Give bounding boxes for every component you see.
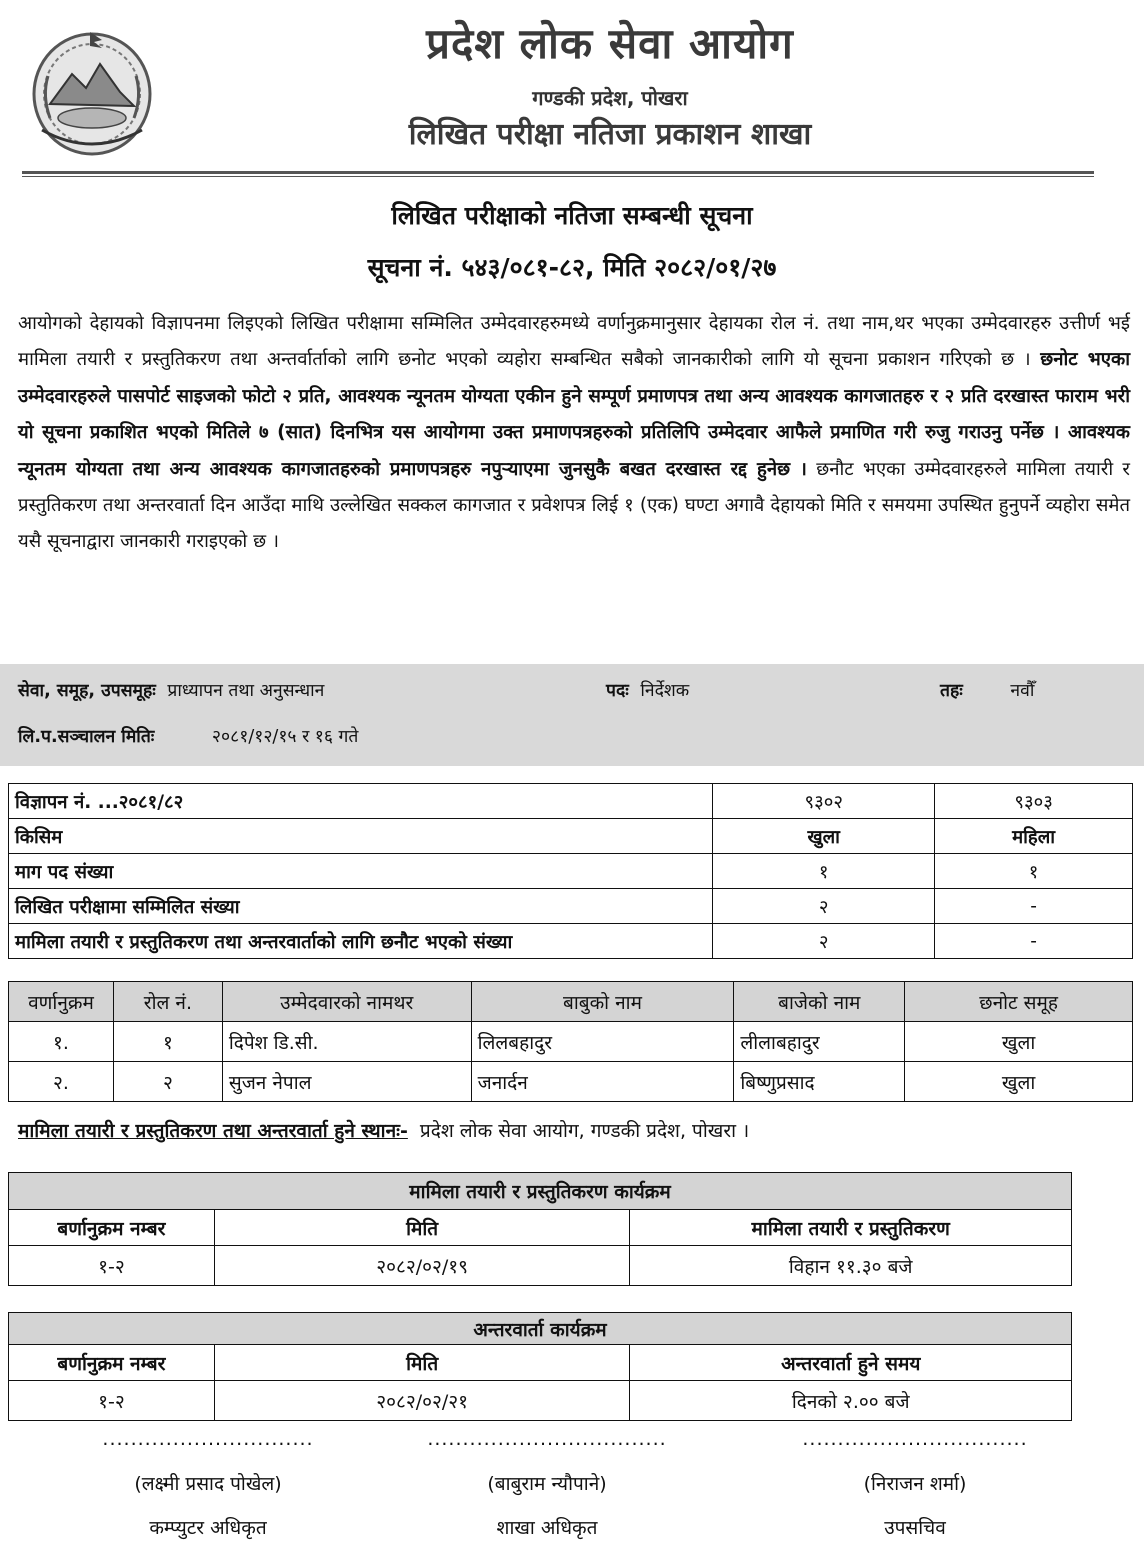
post-label: पदः [606, 681, 629, 701]
table-row [9, 889, 1133, 924]
cell-date: २०८२/०२/२१ [214, 1381, 630, 1421]
column-header: वर्णानुक्रम [9, 982, 114, 1022]
table-caption-row [9, 1173, 1072, 1210]
ad-row-label: किसिम [9, 819, 713, 854]
signatory-name: (लक्ष्मी प्रसाद पोखेल) [134, 1473, 282, 1495]
ad-row-value: २ [713, 924, 935, 959]
schedule-title: मामिला तयारी र प्रस्तुतिकरण कार्यक्रम [9, 1173, 1072, 1210]
level-label: तहः [940, 681, 963, 701]
ad-row-label: मामिला तयारी र प्रस्तुतिकरण तथा अन्तरवार्ताको लागि छनौट भएको संख्या [9, 924, 713, 959]
ad-row-label: विज्ञापन नं. ...२०८१/८२ [9, 784, 713, 819]
exam-date-value: २०८१/१२/१५ र १६ गते [211, 727, 359, 747]
interview-schedule-table [8, 1312, 1072, 1421]
table-row [9, 784, 1133, 819]
column-header: बर्णानुक्रम नम्बर [9, 1345, 215, 1381]
ad-row-value: २ [713, 889, 935, 924]
header-rule-thin [22, 176, 1094, 177]
ad-row-value: १ [935, 854, 1133, 889]
ad-row-value: ९३०२ [713, 784, 935, 819]
header-rule-thick [22, 171, 1094, 174]
notice-paragraph [18, 306, 1130, 561]
paragraph-part3: छनौट भएका उम्मेदवारहरुले मामिला तयारी र प्रस्तुतिकरण तथा अन्तरवार्ता दिन आउँदा माथि उल्लेखित सक्कल कागजात र प्रवेशपत्र लिई १ (एक) घण्टा अगावै देहायको मिति र समयमा उपस्थित हुनुपर्ने व्यहोरा समेत यसै सूचनाद्वारा जानकारी गराइएको छ । [18, 458, 1131, 553]
venue-value: प्रदेश लोक सेवा आयोग, गण्डकी प्रदेश, पोखरा । [419, 1120, 750, 1142]
candidate-table [8, 981, 1133, 1102]
table-row [9, 819, 1133, 854]
ad-row-value: खुला [713, 819, 935, 854]
column-header: बाबुको नाम [471, 982, 734, 1022]
post-value: निर्देशक [640, 681, 690, 701]
cell-serial-range: १-२ [9, 1246, 215, 1286]
table-row [9, 1062, 1133, 1102]
column-header: अन्तरवार्ता हुने समय [630, 1345, 1072, 1381]
venue-label: मामिला तयारी र प्रस्तुतिकरण तथा अन्तरवार्ता हुने स्थानः- [18, 1120, 408, 1142]
column-header: बर्णानुक्रम नम्बर [9, 1210, 215, 1246]
service-value: प्राध्यापन तथा अनुसन्धान [167, 681, 325, 701]
ad-row-label: माग पद संख्या [9, 854, 713, 889]
cell-date: २०८२/०२/१९ [214, 1246, 630, 1286]
signatory-name: (निराजन शर्मा) [863, 1473, 967, 1495]
table-header-row [9, 1345, 1072, 1381]
org-title: प्रदेश लोक सेवा आयोग [426, 19, 794, 68]
column-header: रोल नं. [113, 982, 222, 1022]
nepal-emblem-icon [28, 26, 156, 158]
table-header-row [9, 982, 1133, 1022]
cell-serial: १. [9, 1022, 114, 1062]
ad-row-value: - [935, 889, 1133, 924]
cell-grandfather: बिष्णुप्रसाद [734, 1062, 905, 1102]
signatory-designation: शाखा अधिकृत [496, 1517, 598, 1539]
branch-title: लिखित परीक्षा नतिजा प्रकाशन शाखा [408, 117, 812, 152]
table-row [9, 1022, 1133, 1062]
venue-line [18, 1117, 749, 1143]
signatory-designation: कम्प्युटर अधिकृत [149, 1517, 267, 1539]
table-header-row [9, 1210, 1072, 1246]
ad-row-value: १ [713, 854, 935, 889]
signature-line: ................................ [802, 1428, 1028, 1450]
column-header: बाजेको नाम [734, 982, 905, 1022]
cell-serial-range: १-२ [9, 1381, 215, 1421]
advertisement-table [8, 783, 1133, 959]
org-subtitle: गण्डकी प्रदेश, पोखरा [532, 86, 688, 110]
ad-row-value: - [935, 924, 1133, 959]
cell-group: खुला [905, 1062, 1133, 1102]
cell-roll: १ [113, 1022, 222, 1062]
notice-number: सूचना नं. ५४३/०८१-८२, मिति २०८२/०१/२७ [367, 253, 777, 282]
case-schedule-table [8, 1172, 1072, 1286]
signatory-name: (बाबुराम न्यौपाने) [487, 1473, 607, 1495]
cell-time: विहान ११.३० बजे [630, 1246, 1072, 1286]
notice-title: लिखित परीक्षाको नतिजा सम्बन्धी सूचना [391, 201, 753, 230]
column-header: उम्मेदवारको नामथर [222, 982, 471, 1022]
signature-line: .............................. [102, 1428, 314, 1450]
service-label: सेवा, समूह, उपसमूहः [18, 681, 156, 701]
column-header: छनोट समूह [905, 982, 1133, 1022]
column-header: मामिला तयारी र प्रस्तुतिकरण [630, 1210, 1072, 1246]
table-row [9, 1381, 1072, 1421]
signature-block [422, 1428, 672, 1540]
signatory-designation: उपसचिव [884, 1517, 946, 1539]
table-row [9, 854, 1133, 889]
schedule-title: अन्तरवार्ता कार्यक्रम [9, 1313, 1072, 1345]
letterhead [0, 0, 1144, 180]
signature-line: .................................. [427, 1428, 667, 1450]
ad-row-value: महिला [935, 819, 1133, 854]
cell-time: दिनको २.०० बजे [630, 1381, 1072, 1421]
cell-serial: २. [9, 1062, 114, 1102]
table-caption-row [9, 1313, 1072, 1345]
service-info-band [0, 664, 1144, 766]
cell-grandfather: लीलाबहादुर [734, 1022, 905, 1062]
paragraph-part1: आयोगको देहायको विज्ञापनमा लिइएको लिखित परीक्षामा सम्मिलित उम्मेदवारहरुमध्ये वर्णानुक्रमानुसार देहायका रोल नं. तथा नाम,थर भएका उम्मेदवारहरु उत्तीर्ण भई मामिला तयारी र प्रस्तुतिकरण तथा अन्तर्वार्ताको लागि छनोट भएको व्यहोरा सम्बन्धित सबैको जानकारीको लागि यो सूचना प्रकाशन गरिएको छ । [18, 313, 1130, 371]
signature-block [88, 1428, 328, 1540]
exam-date-label: लि.प.सञ्चालन मितिः [18, 727, 155, 747]
table-row [9, 924, 1133, 959]
cell-roll: २ [113, 1062, 222, 1102]
cell-group: खुला [905, 1022, 1133, 1062]
paragraph-part2: छनोट भएका उम्मेदवारहरुले पासपोर्ट साइजको फोटो २ प्रति, आवश्यक न्यूनतम योग्यता एकीन हुने सम्पूर्ण प्रमाणपत्र तथा अन्य आवश्यक कागजातहरु र २ प्रति दरखास्त फाराम भरी यो सूचना प्रकाशित भएको मितिले ७ (सात) दिनभित्र यस आयोगमा उक्त प्रमाणपत्रहरुको प्रतिलिपि उम्मेदवार आफैले प्रमाणित गरी रुजु गराउनु पर्नेछ । आवश्यक न्यूनतम योग्यता तथा अन्य आवश्यक कागजातहरुको प्रमाणपत्रहरु नपुऱ्याएमा जुनसुकै बखत दरखास्त रद्द हुनेछ । [18, 349, 1130, 480]
cell-father: लिलबहादुर [471, 1022, 734, 1062]
cell-name: दिपेश डि.सी. [222, 1022, 471, 1062]
ad-row-value: ९३०३ [935, 784, 1133, 819]
signature-block [790, 1428, 1040, 1540]
cell-father: जनार्दन [471, 1062, 734, 1102]
level-value: नवौँ [1010, 681, 1035, 701]
cell-name: सुजन नेपाल [222, 1062, 471, 1102]
table-row [9, 1246, 1072, 1286]
column-header: मिति [214, 1345, 630, 1381]
column-header: मिति [214, 1210, 630, 1246]
ad-row-label: लिखित परीक्षामा सम्मिलित संख्या [9, 889, 713, 924]
